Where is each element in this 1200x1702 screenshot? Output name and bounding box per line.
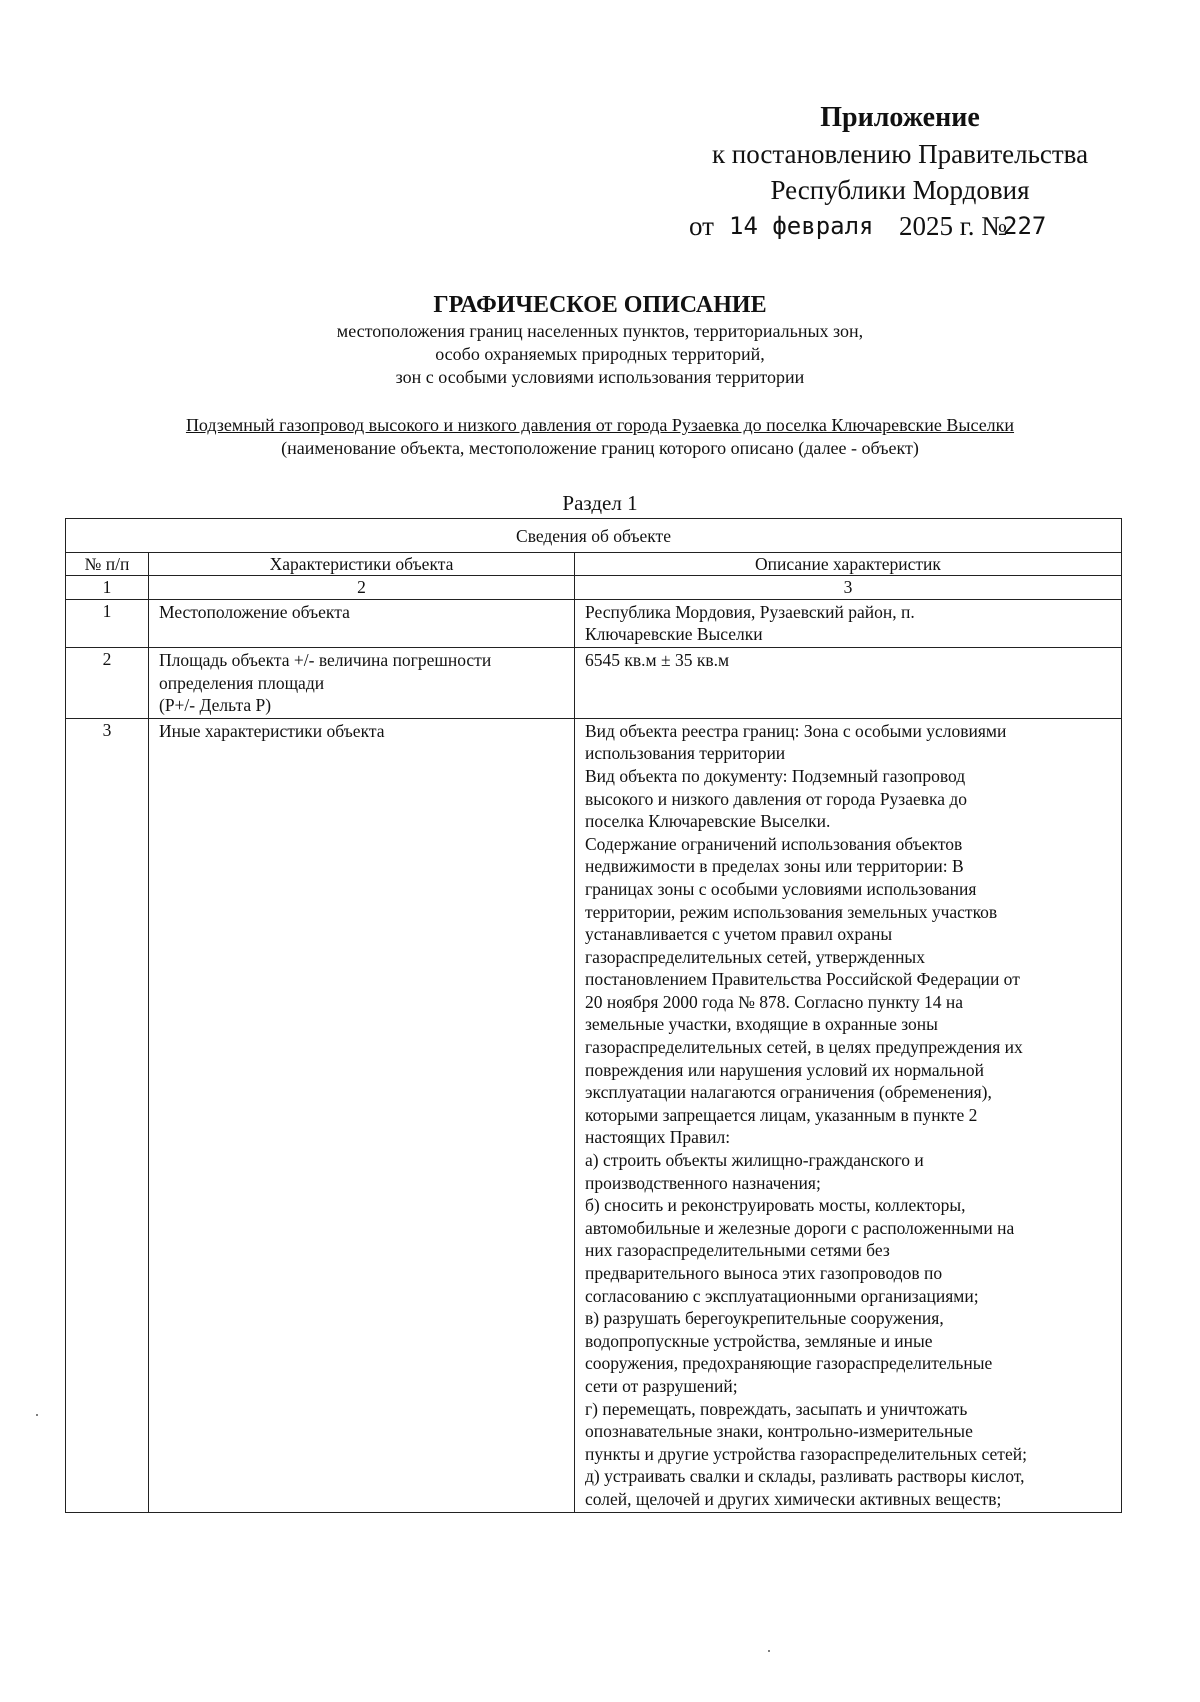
section-title: Раздел 1 <box>562 491 638 515</box>
description-cell <box>575 647 1122 718</box>
description-line: а) строить объекты жилищно-гражданского и <box>585 1150 924 1171</box>
description-line: в) разрушать берегоукрепительные сооружения, <box>585 1308 944 1329</box>
date-prefix: от <box>689 211 714 241</box>
description-line: автомобильные и железные дороги с расположенными на <box>585 1217 1015 1238</box>
date-value: 14 февраля <box>729 212 874 240</box>
column-number: 1 <box>66 576 149 600</box>
description-line: Ключаревские Выселки <box>585 624 763 645</box>
characteristic-line: определения площади <box>159 672 325 693</box>
heading-line-1: местоположения границ населенных пунктов, территориальных зон, <box>336 321 864 341</box>
description-cell <box>575 718 1122 1512</box>
description-line: них газораспределительными сетями без <box>585 1240 890 1261</box>
description-line: сети от разрушений; <box>585 1375 738 1396</box>
column-number-row <box>66 576 1122 600</box>
date-year: 2025 г. № <box>899 211 1008 241</box>
description-line: территории, режим использования земельных участков <box>585 901 998 922</box>
description-cell <box>575 599 1122 647</box>
description-line: сооружения, предохраняющие газораспределительные <box>585 1353 993 1374</box>
column-number: 2 <box>149 576 575 600</box>
characteristic-line: Местоположение объекта <box>159 601 350 622</box>
characteristic-cell <box>149 599 575 647</box>
description-line: газораспределительных сетей, утвержденных <box>585 946 925 967</box>
characteristic-line: Иные характеристики объекта <box>159 720 385 741</box>
appendix-line-1: к постановлению Правительства <box>711 139 1089 169</box>
decree-number: 227 <box>1003 212 1047 240</box>
description-line: границах зоны с особыми условиями использования <box>585 878 977 899</box>
table-caption: Сведения об объекте <box>66 519 1122 553</box>
scan-speck <box>36 1414 38 1416</box>
description-line: эксплуатации налагаются ограничения (обременения), <box>585 1082 992 1103</box>
object-block <box>0 414 1200 460</box>
description-line: производственного назначения; <box>585 1172 821 1193</box>
header-description: Описание характеристик <box>575 552 1122 576</box>
heading-line-3: зон с особыми условиями использования территории <box>395 367 805 387</box>
description-line: недвижимости в пределах зоны или территории: В <box>585 856 964 877</box>
description-line: б) сносить и реконструировать мосты, коллекторы, <box>585 1195 966 1216</box>
object-caption: (наименование объекта, местоположение границ которого описано (далее - объект) <box>281 438 919 458</box>
description-line: повреждения или нарушения условий их нормальной <box>585 1059 984 1080</box>
header-characteristic: Характеристики объекта <box>149 552 575 576</box>
table-body <box>66 599 1122 1512</box>
description-line: г) перемещать, повреждать, засыпать и уничтожать <box>585 1398 968 1419</box>
description-line: 20 ноября 2000 года № 878. Согласно пункту 14 на <box>585 991 964 1012</box>
object-name: Подземный газопровод высокого и низкого давления от города Рузаевка до поселка Ключаревские Выселки <box>185 415 1015 435</box>
document-heading <box>0 290 1200 389</box>
characteristic-cell <box>149 718 575 1512</box>
table-header-row <box>66 552 1122 576</box>
description-line: Вид объекта реестра границ: Зона с особыми условиями <box>585 720 1007 741</box>
description-line: которыми запрещается лицам, указанным в пункте 2 <box>585 1104 978 1125</box>
description-line: Республика Мордовия, Рузаевский район, п. <box>585 601 915 622</box>
header-num: № п/п <box>66 552 149 576</box>
row-number: 2 <box>66 647 149 718</box>
table-row <box>66 718 1122 1512</box>
description-line: настоящих Правил: <box>585 1127 731 1148</box>
table-caption-row <box>66 519 1122 553</box>
characteristic-line: (P+/- Дельта P) <box>159 695 272 716</box>
description-line: солей, щелочей и других химически активных веществ; <box>585 1488 1002 1509</box>
heading-line-2: особо охраняемых природных территорий, <box>435 344 765 364</box>
table-row <box>66 647 1122 718</box>
description-line: газораспределительных сетей, в целях предупреждения их <box>585 1037 1023 1058</box>
appendix-date-line <box>690 208 1110 244</box>
row-number: 3 <box>66 718 149 1512</box>
row-number: 1 <box>66 599 149 647</box>
description-line: использования территории <box>585 743 786 764</box>
appendix-title: Приложение <box>820 102 980 133</box>
description-line: 6545 кв.м ± 35 кв.м <box>585 649 730 670</box>
object-info-table <box>65 518 1122 1513</box>
characteristic-line: Площадь объекта +/- величина погрешности <box>159 649 492 670</box>
description-line: предварительного выноса этих газопроводов по <box>585 1263 943 1283</box>
scan-speck <box>768 1650 770 1652</box>
description-line: Вид объекта по документу: Подземный газопровод <box>585 765 966 786</box>
characteristic-cell <box>149 647 575 718</box>
description-line: согласованию с эксплуатационными организациями; <box>585 1285 979 1306</box>
description-line: высокого и низкого давления от города Рузаевка до <box>585 788 968 809</box>
description-line: опознавательные знаки, контрольно-измерительные <box>585 1421 973 1442</box>
description-line: постановлением Правительства Российской Федерации от <box>585 969 1020 990</box>
appendix-line-2: Республики Мордовия <box>770 175 1030 205</box>
column-number: 3 <box>575 576 1122 600</box>
description-line: Содержание ограничений использования объектов <box>585 833 963 854</box>
appendix-block <box>690 100 1110 244</box>
description-line: поселка Ключаревские Выселки. <box>585 811 831 832</box>
description-line: земельные участки, входящие в охранные зоны <box>585 1014 938 1035</box>
heading-title: ГРАФИЧЕСКОЕ ОПИСАНИЕ <box>433 292 767 318</box>
description-line: пункты и другие устройства газораспределительных сетей; <box>585 1443 1027 1464</box>
description-line: водопропускные устройства, земляные и иные <box>585 1330 933 1351</box>
description-line: устанавливается с учетом правил охраны <box>585 924 893 945</box>
description-line: д) устраивать свалки и склады, разливать растворы кислот, <box>585 1466 1025 1487</box>
table-row <box>66 599 1122 647</box>
